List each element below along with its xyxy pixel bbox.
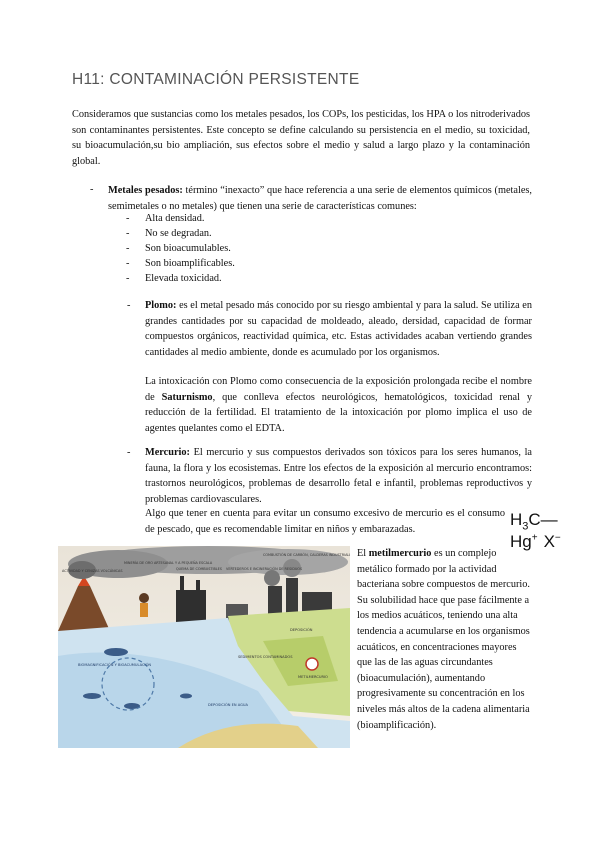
label-landfill: VERTEDEROS E INCINERACIÓN DE RESIDUOS xyxy=(226,567,303,571)
metales-paragraph xyxy=(108,183,532,214)
metilmercurio-paragraph: El metilmercurio es un complejo metálico formado por la actividad bacteriana sobre compuestos de mercurio. Su solubilidad hace que pase fácilmente a los medios acuáticos, teniendo una alta tendencia a acumularse en los organismos acuáticos, en concentraciones mayores que las de las aguas circundantes (bioacumulación), aumentando progresivamente su concentración en los niveles más altos de la cadena alimentaria (bioamplificación). xyxy=(357,548,530,731)
mercurio-paragraph-2: Algo que tener en cuenta para evitar un consumo excesivo de mercurio es el consumo de pescado, que es recomendable limitar en niños y embarazadas. xyxy=(145,508,505,535)
intro-paragraph: Consideramos que sustancias como los metales pesados, los COPs, los pesticidas, los HPA o los nitroderivados son contaminantes persistentes. Este concepto se define calculando su persistencia en el medio, su toxicidad, su bioacumulación,su bio ampliación, sus efectos sobre el medio y salud a largo plazo y la contaminación global. xyxy=(72,109,530,167)
mercurio-term: Mercurio: xyxy=(145,447,190,458)
list-item: - Son bioacumulables. xyxy=(126,243,231,254)
bullet-dash: - xyxy=(127,300,131,311)
list-item: - Alta densidad. xyxy=(126,213,205,224)
label-methylmercury: METILMERCURIO xyxy=(298,675,328,679)
label-biomag: BIOMAGNIFICACIÓN Y BIOACUMULACIÓN xyxy=(78,663,152,667)
metales-term: Metales pesados: xyxy=(108,185,183,196)
plomo-paragraph: Plomo: es el metal pesado más conocido por su riesgo ambiental y para la salud. Se utiliza en grandes cantidades por su capacidad de moldeado, aleado, dersidad, capacidad de formar compuestos orgánicos, reactividad química, etc. Estas actividades acaban vertiendo grandes cantidades al medio ambiente, donde es acumulado por los organismos. xyxy=(145,300,532,358)
list-item: - Elevada toxicidad. xyxy=(126,273,222,284)
features-list xyxy=(126,211,235,286)
bullet-dash: - xyxy=(127,447,131,458)
bullet-dash: - xyxy=(90,184,94,195)
label-volcanic: ACTIVIDAD Y CENIZAS VOLCÁNICAS xyxy=(62,569,123,573)
metales-text: término “inexacto” que hace referencia a una serie de elementos químicos (metales, semimetales o no metales) que tienen una serie de características comunes: xyxy=(108,185,532,212)
list-item: - Son bioamplificables. xyxy=(126,258,235,269)
label-deposition: DEPOSICIÓN xyxy=(290,628,313,632)
label-sediments: SEDIMENTOS CONTAMINADOS xyxy=(238,655,293,659)
list-item: - No se degradan. xyxy=(126,228,212,239)
mercurio-paragraph: Mercurio: El mercurio y sus compuestos derivados son tóxicos para los seres humanos, la fauna, la flora y los ecosistemas. Entre los efectos de la exposición al mercurio encontramos: trastornos neurológicos, problemas de desarrollo fetal e infantil, problemas reproductivos y problemas cardiovasculares. xyxy=(145,447,532,505)
label-mining: MINERÍA DE ORO ARTESANAL Y A PEQUEÑA ESCALA xyxy=(124,561,213,565)
plomo-paragraph-2: La intoxicación con Plomo como consecuencia de la exposición prolongada recibe el nombre de Saturnismo, que conlleva efectos neurológicos, hematológicos, toxicidad renal y reducción de la fertilidad. El tratamiento de la intoxicación por plomo implica el uso de agentes quelantes como el EDTA. xyxy=(145,376,532,434)
methylmercury-formula: $H_3C—Hg^+$ X− xyxy=(510,510,561,552)
label-coal: COMBUSTIÓN DE CARBÓN, CALDERAS INDUSTRIAL xyxy=(263,553,350,557)
plomo-term: Plomo: xyxy=(145,300,177,311)
label-fuel: QUEMA DE COMBUSTIBLES xyxy=(176,567,222,571)
label-water-deposition: DEPOSICIÓN EN AGUA xyxy=(208,703,248,707)
metilmercurio-term: metilmercurio xyxy=(368,548,432,559)
saturnismo-term: Saturnismo xyxy=(161,391,213,403)
mercury-cycle-illustration xyxy=(58,546,350,748)
page-title: H11: CONTAMINACIÓN PERSISTENTE xyxy=(72,71,360,88)
